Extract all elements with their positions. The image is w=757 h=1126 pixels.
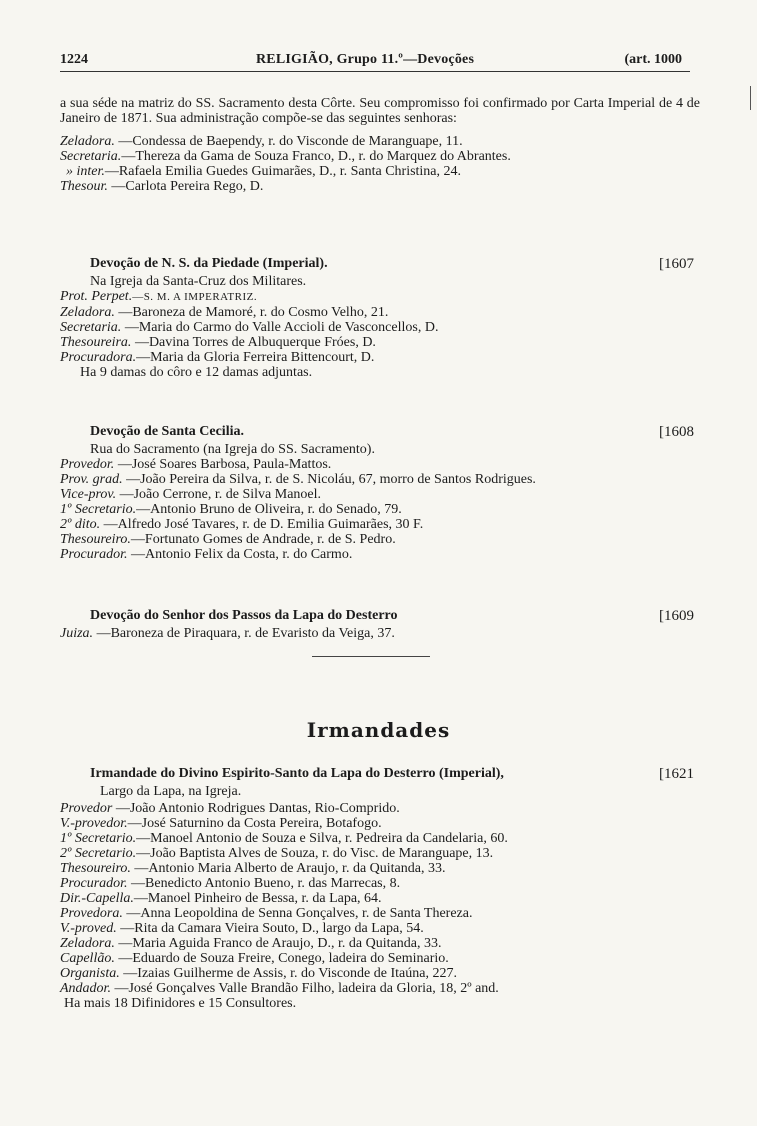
member-line (60, 876, 700, 891)
member-line (60, 981, 700, 996)
member-text: —Antonio Felix da Costa, r. do Carmo. (127, 547, 353, 562)
member-line (60, 472, 700, 487)
section-heading (60, 254, 700, 274)
member-text: —João Antonio Rodrigues Dantas, Rio-Comprido. (112, 801, 400, 816)
section-title: Devoção de Santa Cecilia. (90, 424, 244, 439)
member-role: Secretaria. (60, 320, 122, 335)
member-line (60, 626, 700, 641)
section-title: Devoção de N. S. da Piedade (Imperial). (90, 256, 328, 271)
section-title: Devoção do Senhor dos Passos da Lapa do Desterro (90, 608, 398, 623)
member-role: » inter. (66, 164, 105, 179)
member-line (60, 966, 700, 981)
member-role: Thesoureiro. (60, 532, 131, 547)
member-line (60, 457, 700, 472)
member-text: —Rita da Camara Vieira Souto, D., largo da Lapa, 54. (116, 921, 424, 936)
irmandades-title: Irmandades (306, 718, 451, 742)
member-role: Zeladora. (60, 936, 115, 951)
member-text: —Davina Torres de Albuquerque Fróes, D. (131, 335, 376, 350)
member-line (60, 502, 700, 517)
member-line (60, 831, 700, 846)
member-line (60, 801, 700, 816)
member-text: —José Saturnino da Costa Pereira, Botafogo. (127, 816, 382, 831)
member-role: Juiza. (60, 626, 94, 641)
member-text: —Maria da Gloria Ferreira Bittencourt, D. (136, 350, 375, 365)
member-line (60, 936, 700, 951)
member-text: —Carlota Pereira Rego, D. (107, 179, 264, 194)
member-role: Prot. Perpet. (60, 289, 133, 304)
member-line (60, 179, 700, 194)
section-heading (60, 606, 700, 626)
member-text: —Anna Leopoldina de Senna Gonçalves, r. de Santa Thereza. (122, 906, 473, 921)
member-role: 1º Secretario. (60, 502, 137, 517)
member-role: 2º Secretario. (60, 846, 137, 861)
section-ref: [1609 (659, 608, 694, 624)
intro-paragraph: a sua séde na matriz do SS. Sacramento desta Côrte. Seu compromisso foi confirmado por Carta Imperial de 4 de Janeiro de 1871. Sua administração compõe-se das seguintes senhoras: (60, 96, 700, 126)
member-role: Provedora. (60, 906, 123, 921)
section-ref: [1621 (659, 766, 694, 782)
member-text: —Fortunato Gomes de Andrade, r. de S. Pedro. (130, 532, 396, 547)
member-text: —Manoel Pinheiro de Bessa, r. da Lapa, 64. (133, 891, 382, 906)
member-line (60, 134, 700, 149)
page-header (60, 52, 690, 74)
section-note: Ha 9 damas do côro e 12 damas adjuntas. (80, 365, 313, 380)
member-text: —Manoel Antonio de Souza e Silva, r. Pedreira da Candelaria, 60. (136, 831, 508, 846)
section-location: Na Igreja da Santa-Cruz dos Militares. (90, 274, 307, 289)
member-text: —João Pereira da Silva, r. de S. Nicoláu, 67, morro de Santos Rodrigues. (122, 472, 536, 487)
section-1621 (60, 764, 700, 1011)
section-heading (60, 422, 700, 442)
member-line (60, 305, 700, 320)
member-line (60, 149, 700, 164)
section-divider (312, 656, 430, 657)
member-line (60, 289, 700, 305)
member-line (60, 816, 700, 831)
section-1607 (60, 254, 700, 380)
member-role: Procurador. (60, 547, 128, 562)
member-text: —Maria do Carmo do Valle Accioli de Vasconcellos, D. (121, 320, 439, 335)
section-1608 (60, 422, 700, 562)
section-ref: [1607 (659, 256, 694, 272)
section-location: Largo da Lapa, na Igreja. (100, 784, 242, 799)
article-range: (art. 1000 (624, 52, 682, 67)
protector-name: —S. M. A IMPERATRIZ. (132, 291, 258, 303)
member-role: Thesoureiro. (60, 861, 131, 876)
member-line (60, 951, 700, 966)
member-role: Secretaria. (60, 149, 122, 164)
header-rule (60, 71, 690, 72)
running-title: RELIGIÃO, Grupo 11.º—Devoções (256, 52, 475, 67)
member-text: —José Soares Barbosa, Paula-Mattos. (114, 457, 332, 472)
member-line (60, 846, 700, 861)
member-line (60, 891, 700, 906)
member-text: —Thereza da Gama de Souza Franco, D., r. do Marquez do Abrantes. (121, 149, 511, 164)
member-role: Thesoureira. (60, 335, 132, 350)
member-line (60, 906, 700, 921)
intro-block (60, 96, 700, 194)
member-role: V.-proved. (60, 921, 117, 936)
member-role: 1º Secretario. (60, 831, 137, 846)
member-role: Capellão. (60, 951, 115, 966)
member-text: —Benedicto Antonio Bueno, r. das Marrecas, 8. (127, 876, 401, 891)
member-line (60, 547, 700, 562)
member-role: Provedor (60, 801, 113, 816)
member-role: Andador. (60, 981, 111, 996)
member-text: —Maria Aguida Franco de Araujo, D., r. da Quitanda, 33. (114, 936, 442, 951)
section-title: Irmandade do Divino Espirito-Santo da Lapa do Desterro (Imperial), (90, 766, 504, 781)
section-location: Rua do Sacramento (na Igreja do SS. Sacramento). (90, 442, 375, 457)
member-line (60, 517, 700, 532)
member-line (60, 335, 700, 350)
member-role: Thesour. (60, 179, 108, 194)
member-line (60, 164, 700, 179)
member-text: —Eduardo de Souza Freire, Conego, ladeira do Seminario. (114, 951, 449, 966)
member-role: Zeladora. (60, 134, 115, 149)
member-text: —Antonio Bruno de Oliveira, r. do Senado, 79. (136, 502, 402, 517)
member-role: Organista. (60, 966, 120, 981)
member-line (60, 532, 700, 547)
member-text: —Baroneza de Mamoré, r. do Cosmo Velho, 21. (114, 305, 389, 320)
member-text: —João Cerrone, r. de Silva Manoel. (116, 487, 322, 502)
member-text: —Condessa de Baependy, r. do Visconde de Maranguape, 11. (114, 134, 463, 149)
member-text: —João Baptista Alves de Souza, r. do Visc. de Maranguape, 13. (136, 846, 494, 861)
member-line (60, 350, 700, 365)
member-role: V.-provedor. (60, 816, 128, 831)
member-line (60, 320, 700, 335)
member-role: Zeladora. (60, 305, 115, 320)
member-line (60, 921, 700, 936)
member-line (60, 861, 700, 876)
member-role: Procuradora. (60, 350, 137, 365)
margin-mark (750, 86, 751, 110)
member-role: Vice-prov. (60, 487, 117, 502)
section-heading (60, 764, 700, 784)
member-role: Prov. grad. (60, 472, 123, 487)
member-text: —Alfredo José Tavares, r. de D. Emilia Guimarães, 30 F. (100, 517, 424, 532)
member-text: —José Gonçalves Valle Brandão Filho, ladeira da Gloria, 18, 2º and. (110, 981, 499, 996)
section-ref: [1608 (659, 424, 694, 440)
member-role: Provedor. (60, 457, 115, 472)
member-role: 2º dito. (60, 517, 101, 532)
member-role: Procurador. (60, 876, 128, 891)
member-text: —Rafaela Emilia Guedes Guimarães, D., r. Santa Christina, 24. (104, 164, 462, 179)
member-text: —Izaias Guilherme de Assis, r. do Visconde de Itaúna, 227. (119, 966, 457, 981)
member-text: —Baroneza de Piraquara, r. de Evaristo da Veiga, 37. (93, 626, 395, 641)
section-note: Ha mais 18 Difinidores e 15 Consultores. (64, 996, 297, 1011)
member-role: Dir.-Capella. (60, 891, 134, 906)
member-line (60, 487, 700, 502)
member-text: —Antonio Maria Alberto de Araujo, r. da Quitanda, 33. (130, 861, 446, 876)
section-1609 (60, 606, 700, 641)
page-number: 1224 (60, 52, 88, 67)
